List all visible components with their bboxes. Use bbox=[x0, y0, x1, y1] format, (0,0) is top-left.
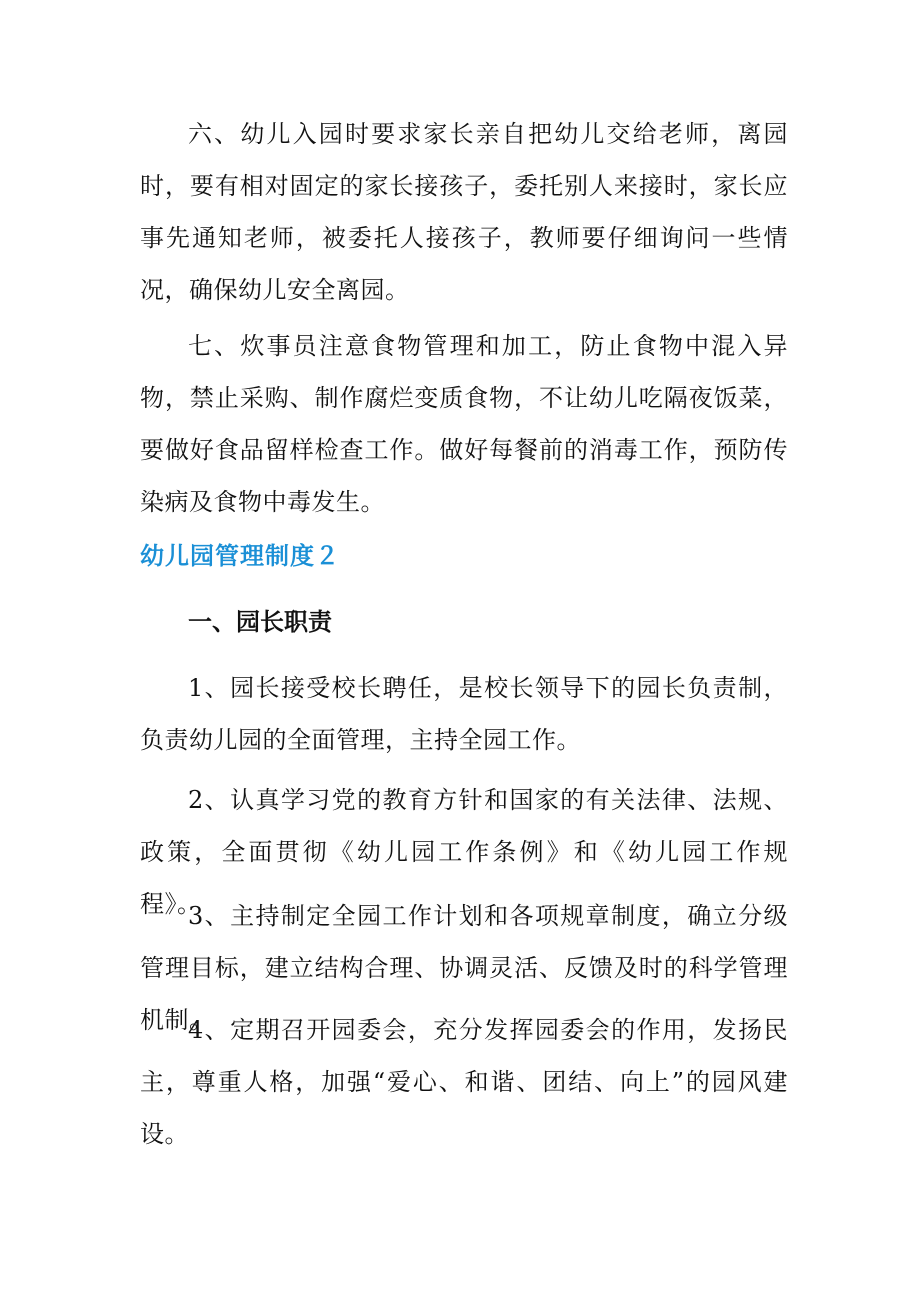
list-item-4: 4、定期召开园委会，充分发挥园委会的作用，发扬民主，尊重人格，加强“爱心、和谐、团结、向上”的园风建设。 bbox=[140, 1016, 788, 1148]
list-item-1: 1、园长接受校长聘任，是校长领导下的园长负责制，负责幼儿园的全面管理，主持全园工作。 bbox=[140, 674, 788, 754]
section-title: 幼儿园管理制度２ bbox=[140, 541, 340, 570]
list-item-3: 3、主持制定全园工作计划和各项规章制度，确立分级管理目标，建立结构合理、协调灵活、反馈及时的科学管理机制。 bbox=[140, 902, 788, 1034]
list-item-2: 2、认真学习党的教育方针和国家的有关法律、法规、政策，全面贯彻《幼儿园工作条例》和《幼儿园工作规程》。 bbox=[140, 786, 788, 918]
subsection-title: 一、园长职责 bbox=[188, 607, 332, 636]
paragraph-rule-six: 六、幼儿入园时要求家长亲自把幼儿交给老师，离园时，要有相对固定的家长接孩子，委托别人来接时，家长应事先通知老师，被委托人接孩子，教师要仔细询问一些情况，确保幼儿安全离园。 bbox=[140, 120, 788, 304]
paragraph-rule-seven: 七、炊事员注意食物管理和加工，防止食物中混入异物，禁止采购、制作腐烂变质食物，不让幼儿吃隔夜饭菜，要做好食品留样检查工作。做好每餐前的消毒工作，预防传染病及食物中毒发生。 bbox=[140, 332, 788, 516]
